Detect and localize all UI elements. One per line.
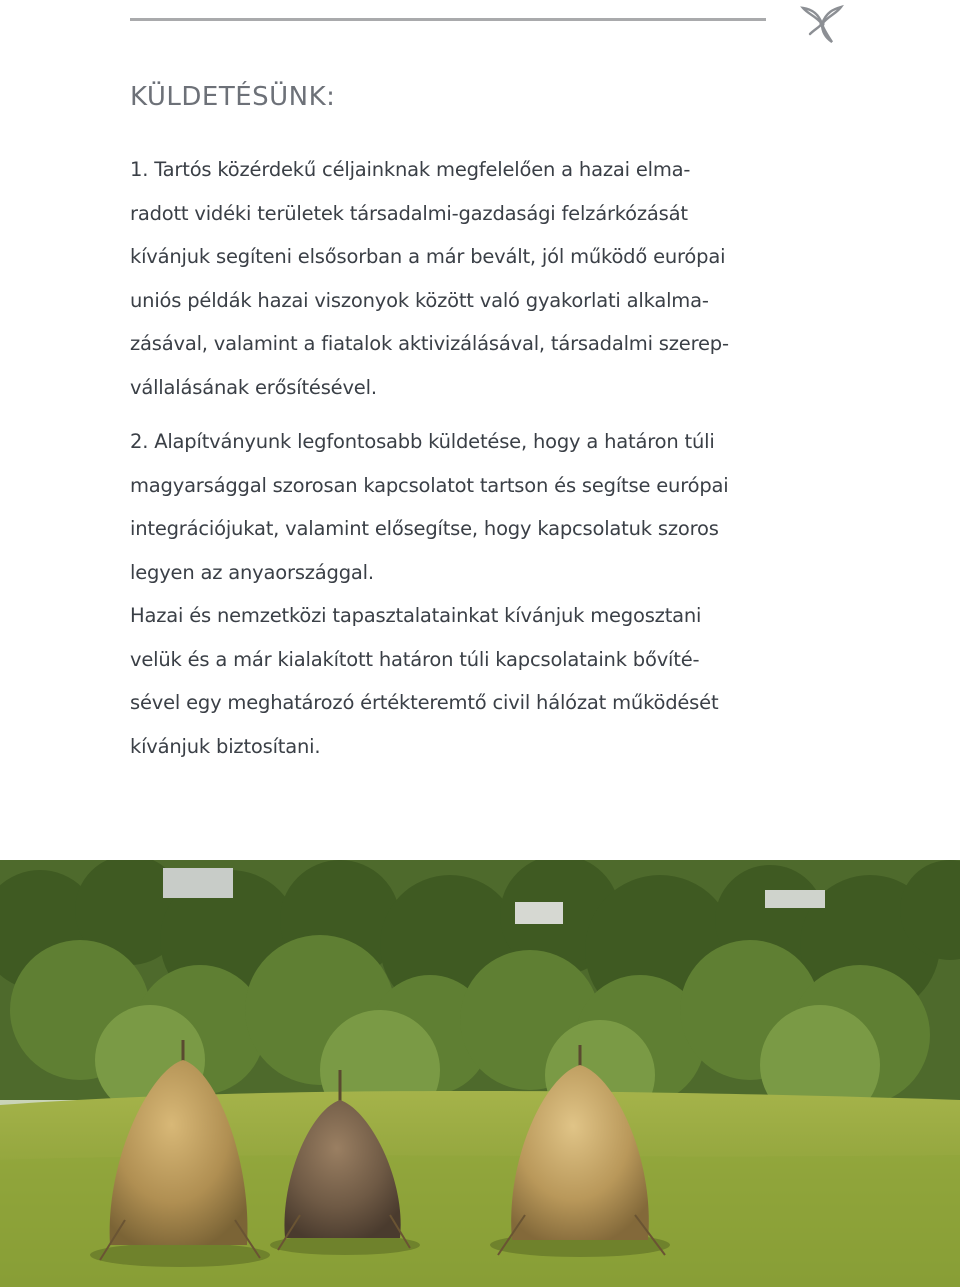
text-line: vállalásának erősítésével. xyxy=(130,375,377,399)
text-line: integrációjukat, valamint elősegítse, hogy kapcsolatuk szoros xyxy=(130,517,719,540)
text-line: magyarsággal szorosan kapcsolatot tartson és segítse európai xyxy=(130,473,729,497)
text-line: 1. Tartós közérdekű céljainknak megfelelően a hazai elma- xyxy=(130,158,691,181)
text-line: Hazai és nemzetközi tapasztalatainkat kívánjuk megosztani xyxy=(130,604,702,627)
text-line: legyen az anyaországgal. xyxy=(130,560,374,584)
text-line: kívánjuk segíteni elsősorban a már bevált, jól működő európai xyxy=(130,245,726,268)
text-line: zásával, valamint a fiatalok aktivizálásával, társadalmi szerep- xyxy=(130,332,729,355)
page-title: KÜLDETÉSÜNK: xyxy=(130,82,336,112)
text-line: 2. Alapítványunk legfontosabb küldetése, hogy a határon túli xyxy=(130,430,715,453)
text-line: sével egy meghatározó értékteremtő civil hálózat működését xyxy=(130,691,719,714)
text-line: radott vidéki területek társadalmi-gazdasági felzárkózását xyxy=(130,201,688,225)
mission-paragraph-1 xyxy=(130,148,770,409)
leaf-ornament-icon xyxy=(800,2,844,44)
top-divider xyxy=(130,18,766,21)
mission-paragraph-2 xyxy=(130,420,770,768)
text-line: kívánjuk biztosítani. xyxy=(130,734,321,758)
haystacks-meadow-photo xyxy=(0,860,960,1287)
text-line: velük és a már kialakított határon túli kapcsolataink bővíté- xyxy=(130,647,700,671)
text-line: uniós példák hazai viszonyok között való gyakorlati alkalma- xyxy=(130,288,709,312)
